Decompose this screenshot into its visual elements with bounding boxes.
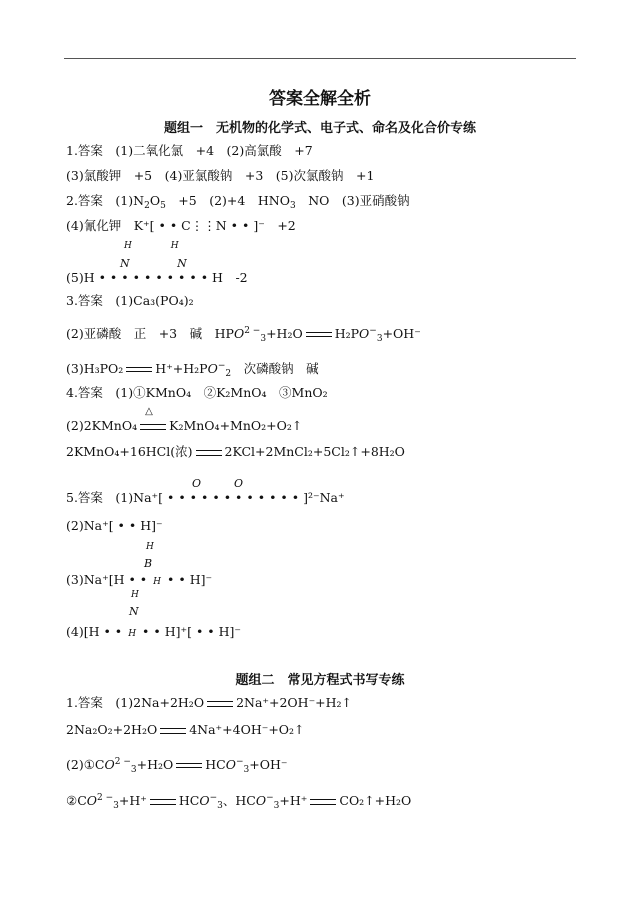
structure-label: N N <box>120 257 187 270</box>
answer-line: (5)H • • • • • • • • • • H -2 <box>66 270 248 285</box>
answer-line: 5.答案 (1)Na⁺[ • • • • • • • • • • • • ]²⁻Na⁺ <box>66 490 345 505</box>
answer-line: (2)亚磷酸 正 +3 碱 $HPO^{2 -}_3+H_2O$ $H_2PO^-_3+OH^-$ <box>66 326 421 344</box>
structure-label: H <box>146 542 154 552</box>
answer-line: $(2)①CO^{2 -}_3+H_2O$ $HCO^-_3+OH^-$ <box>66 757 288 775</box>
answer-line: 1.答案 (1)2Na+2H₂O 2Na⁺+2OH⁻+H₂↑ <box>66 695 353 710</box>
answer-line: (3)Na⁺[H • • H • • H]⁻ <box>66 572 213 587</box>
answer-line: 2.答案 $(1)N_2O_5$ +5 (2)+4 $HNO_3$ NO (3)亚硝酸钠 <box>66 193 410 211</box>
answer-line: 2Na₂O₂+2H₂O 4Na⁺+4OH⁻+O₂↑ <box>66 722 305 737</box>
structure-label: B <box>144 557 153 570</box>
answer-line: (4)氰化钾 K⁺[ • • C⋮⋮N • • ]⁻ +2 <box>66 218 296 233</box>
answer-line: 1.答案 (1)二氧化氯 +4 (2)高氯酸 +7 <box>66 143 313 158</box>
answer-line: (2)Na⁺[ • • H]⁻ <box>66 518 163 533</box>
answer-line: 3.答案 (1)Ca₃(PO₄)₂ <box>66 293 194 308</box>
section-title-2: 题组二 常见方程式书写专练 <box>235 673 405 688</box>
answer-line: $②CO^{2 -}_3+H^+$ $HCO^-_3$、$HCO^-_3+H^+$ CO₂↑+H₂O <box>66 793 412 811</box>
section-title-1: 题组一 无机物的化学式、电子式、命名及化合价专练 <box>163 121 476 136</box>
answer-line: (4)[H • • H • • H]⁺[ • • H]⁻ <box>66 624 242 639</box>
structure-label: N <box>129 605 139 618</box>
answer-line: 4.答案 (1)①KMnO₄ ②K₂MnO₄ ③MnO₂ <box>66 385 328 400</box>
answer-line: (3)H₃PO₂ $H^++H_2PO^-_2$ 次磷酸钠 碱 <box>66 361 319 379</box>
structure-label: O O <box>192 477 244 490</box>
structure-label: H <box>131 590 139 600</box>
answer-line: (3)氯酸钾 +5 (4)亚氯酸钠 +3 (5)次氯酸钠 +1 <box>66 168 375 183</box>
answer-line: 2KMnO₄+16HCl(浓) 2KCl+2MnCl₂+5Cl₂↑+8H₂O <box>66 444 405 459</box>
top-rule <box>64 58 576 59</box>
page-title: 答案全解全析 <box>269 89 371 109</box>
answer-line: (2)2KMnO₄ △ K₂MnO₄+MnO₂+O₂↑ <box>66 406 303 433</box>
structure-label: H H <box>124 241 179 251</box>
